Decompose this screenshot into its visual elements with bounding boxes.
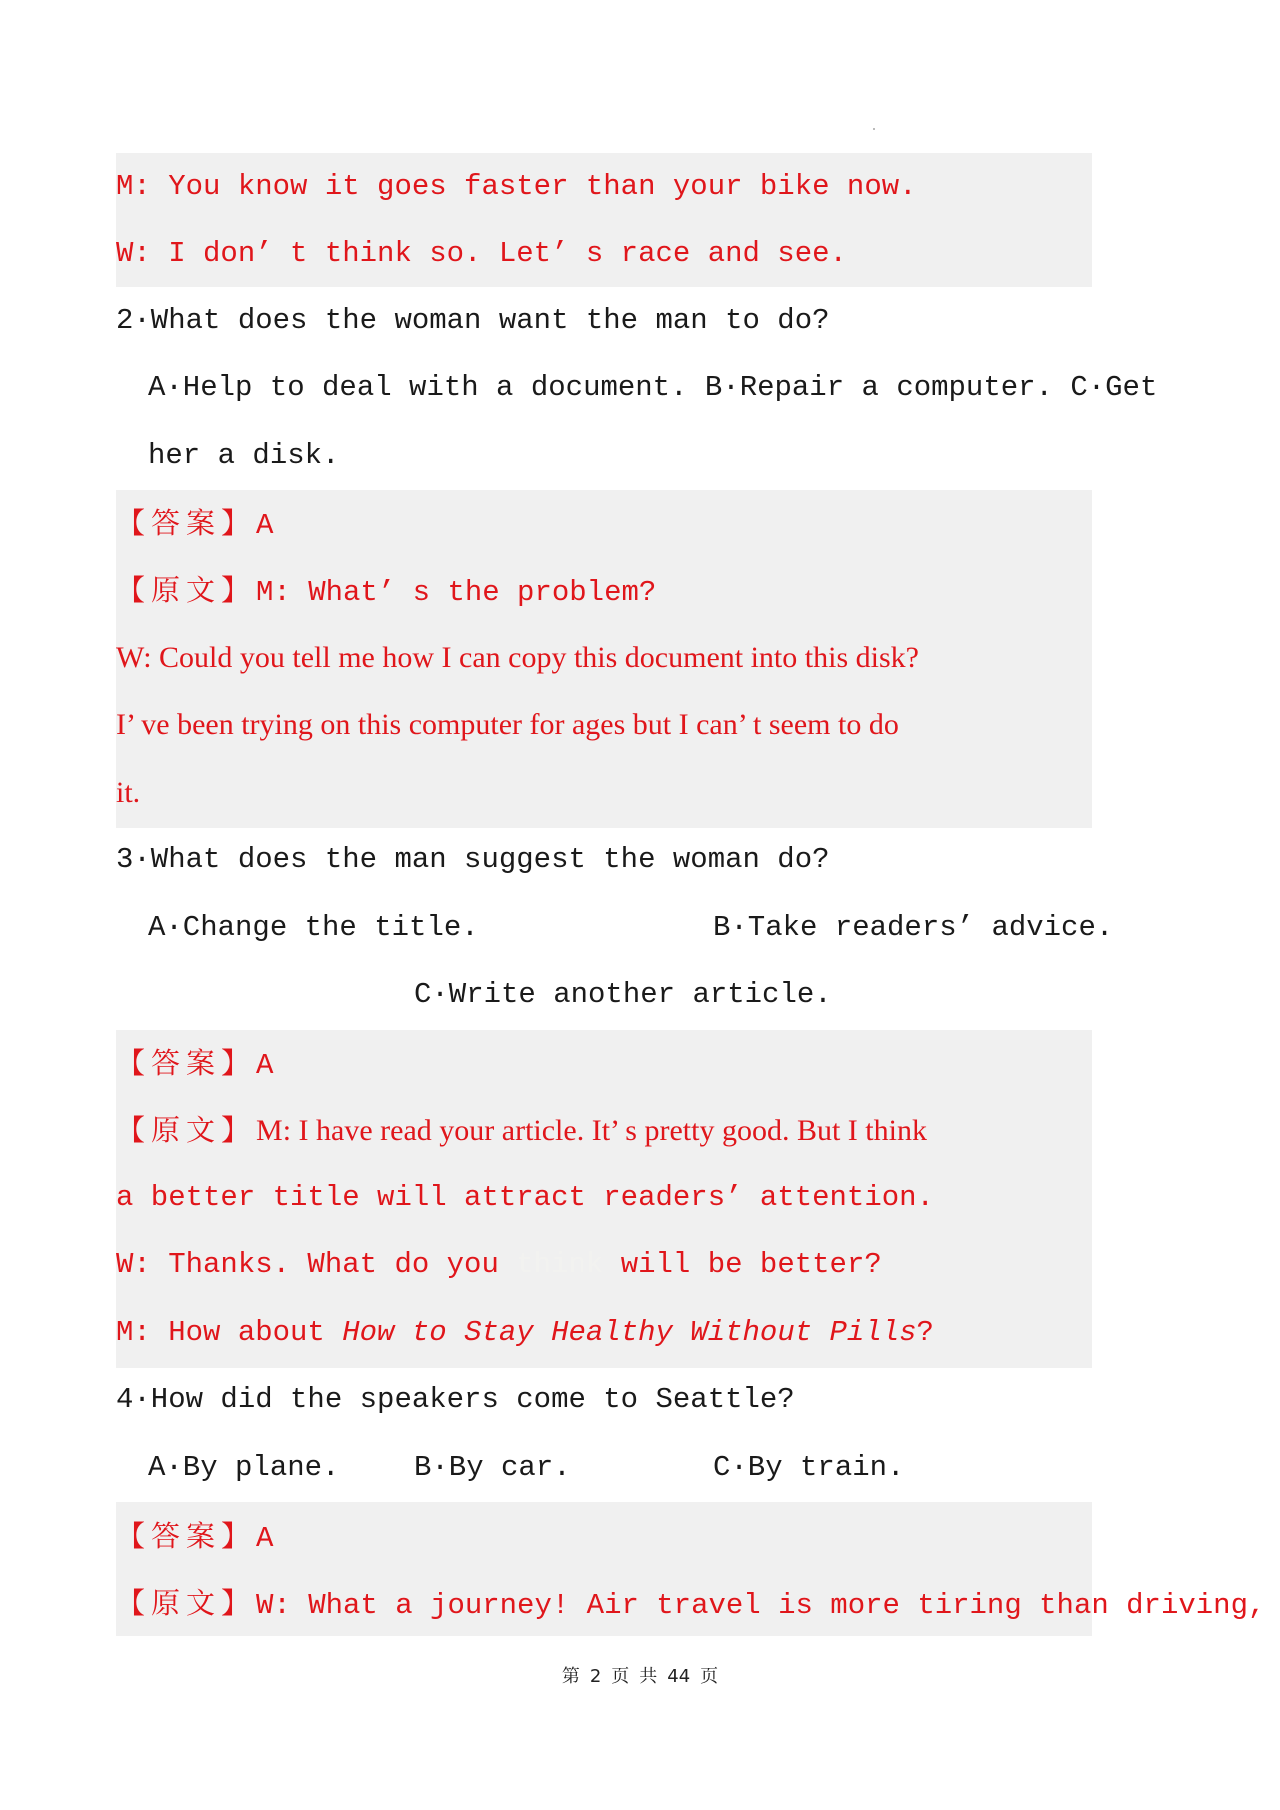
footer-mid2: 共 <box>639 1666 658 1687</box>
script-q2-line4: it. <box>116 776 141 809</box>
script-text: M: I have read your article. It’ s pretty good. But I think <box>256 1114 927 1147</box>
total-pages: 44 <box>667 1666 691 1687</box>
answer-tag: 【答案】 <box>116 1046 257 1080</box>
script-q3-first <box>116 1110 927 1150</box>
script-q3-line2: a better title will attract readers’ attention. <box>116 1181 934 1214</box>
answer-value: A <box>256 1522 274 1555</box>
article-title: How to Stay Healthy Without Pills <box>342 1316 917 1349</box>
question-2-stem: 2·What does the woman want the man to do? <box>116 304 830 337</box>
answer-q2 <box>116 503 273 543</box>
script-q3-line4 <box>116 1313 934 1353</box>
script-line-m: M: You know it goes faster than your bike now. <box>116 170 917 203</box>
footer-mid1: 页 <box>611 1666 630 1687</box>
answer-q4 <box>116 1516 273 1556</box>
answer-value: A <box>256 509 274 542</box>
script-q4-first <box>116 1583 1265 1623</box>
script-q3-line3-a: W: Thanks. What do you <box>116 1248 499 1281</box>
answer-tag: 【答案】 <box>116 1519 257 1553</box>
script-q3-line3 <box>116 1245 882 1285</box>
script-line-w: W: I don’ t think so. Let’ s race and see. <box>116 237 847 270</box>
script-tag: 【原文】 <box>116 1113 257 1147</box>
question-3-option-b: B·Take readers’ advice. <box>713 911 1114 944</box>
page-footer <box>0 1662 1280 1688</box>
page-number: 2 <box>589 1666 602 1687</box>
question-4-option-b: B·By car. <box>414 1451 571 1484</box>
question-mark: ? <box>916 1316 934 1349</box>
speck <box>873 128 875 130</box>
answer-tag: 【答案】 <box>116 506 257 540</box>
script-q2-line2: W: Could you tell me how I can copy this document into this disk? <box>116 641 919 674</box>
faded-word: think <box>516 1248 604 1281</box>
script-tag: 【原文】 <box>116 1586 257 1620</box>
question-3-option-c: C·Write another article. <box>414 978 832 1011</box>
question-4-stem: 4·How did the speakers come to Seattle? <box>116 1383 795 1416</box>
script-q2-line3: I’ ve been trying on this computer for ages but I can’ t seem to do <box>116 708 899 741</box>
question-2-options: A·Help to deal with a document. B·Repair a computer. C·Get <box>148 371 1158 404</box>
question-3-option-a: A·Change the title. <box>148 911 479 944</box>
question-4-option-a: A·By plane. <box>148 1451 340 1484</box>
footer-pre: 第 <box>561 1666 580 1687</box>
answer-q3 <box>116 1043 273 1083</box>
script-tag: 【原文】 <box>116 573 257 607</box>
script-q3-line3-b: will be better? <box>620 1248 882 1281</box>
script-text: M: What’ s the problem? <box>256 576 657 609</box>
answer-value: A <box>256 1049 274 1082</box>
question-3-stem: 3·What does the man suggest the woman do? <box>116 843 830 876</box>
script-q2-first <box>116 570 656 610</box>
script-q3-line4-a: M: How about <box>116 1316 325 1349</box>
question-2-options-cont: her a disk. <box>148 439 340 472</box>
question-4-option-c: C·By train. <box>713 1451 905 1484</box>
footer-post: 页 <box>700 1666 719 1687</box>
script-text: W: What a journey! Air travel is more tiring than driving, <box>256 1589 1266 1622</box>
